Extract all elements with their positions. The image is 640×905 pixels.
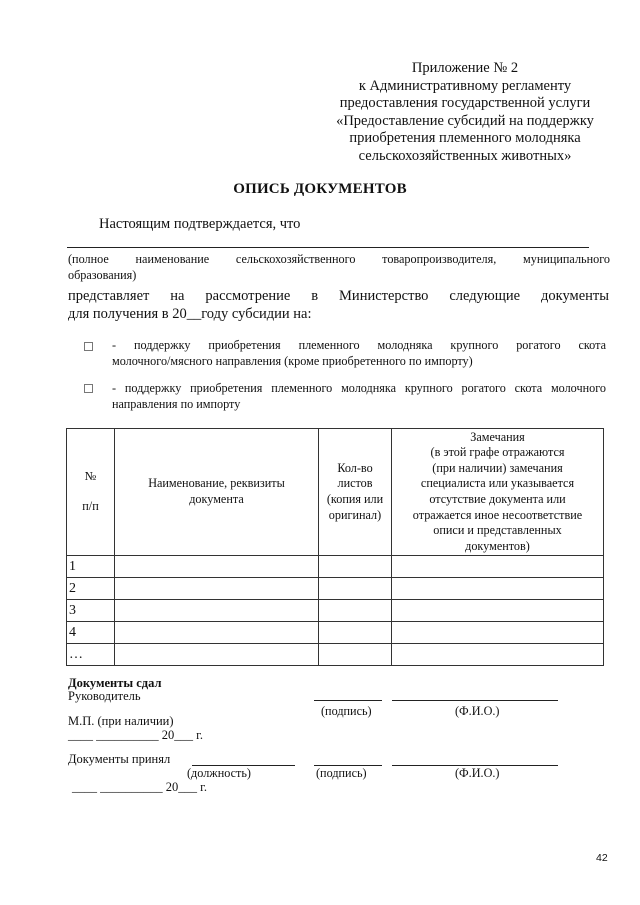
header-remarks-line: специалиста или указывается	[420, 476, 575, 491]
row-remarks-cell[interactable]	[392, 644, 604, 666]
row-remarks-cell[interactable]	[392, 600, 604, 622]
header-count-line: оригинал)	[328, 507, 382, 522]
header-count	[319, 429, 392, 556]
row-name-cell[interactable]	[115, 600, 319, 622]
header-num	[67, 429, 115, 556]
producer-hint-line1: (полное наименование сельскохозяйственного товаропроизводителя, муниципального	[68, 252, 610, 266]
header-name	[115, 429, 319, 556]
option-label-line2: молочного/мясного направления (кроме приобретенного по импорту)	[112, 354, 473, 368]
header-count-line: (копия или	[326, 492, 384, 506]
header-remarks-line: отсутствие документа или	[429, 492, 566, 506]
appendix-line: «Предоставление субсидий на поддержку	[336, 112, 594, 129]
header-remarks-line: документов)	[465, 538, 530, 553]
handed-over-title: Документы сдал	[68, 676, 162, 690]
header-remarks-line: Замечания	[470, 429, 525, 444]
header-remarks-line: описи и представленных	[433, 523, 562, 538]
row-count-cell[interactable]	[319, 622, 392, 644]
row-num: 1	[67, 556, 115, 578]
header-remarks-line: (при наличии) замечания	[432, 460, 563, 475]
header-remarks-line: отражается иное несоответствие	[412, 507, 583, 522]
row-num: 3	[67, 600, 115, 622]
signature-caption: (подпись)	[321, 704, 372, 718]
head-fio-field[interactable]	[392, 700, 558, 701]
table-row	[67, 556, 604, 578]
appendix-line: приобретения племенного молодняка	[349, 130, 581, 147]
signature-caption: (подпись)	[316, 766, 367, 780]
document-title: ОПИСЬ ДОКУМЕНТОВ	[233, 181, 407, 197]
row-name-cell[interactable]	[115, 556, 319, 578]
header-name-line: документа	[189, 492, 244, 506]
head-label: Руководитель	[68, 689, 141, 703]
accepted-label: Документы принял	[68, 752, 171, 766]
producer-hint-line2: образования)	[68, 268, 137, 282]
row-count-cell[interactable]	[319, 644, 392, 666]
appendix-line: Приложение № 2	[411, 60, 519, 76]
header-spacer	[67, 485, 114, 499]
handed-date-field[interactable]: ____ __________ 20___ г.	[68, 728, 203, 742]
header-remarks	[392, 429, 604, 556]
table-row	[67, 600, 604, 622]
header-name-line: Наименование, реквизиты	[148, 476, 285, 491]
header-count-line: Кол-во	[337, 460, 373, 475]
option-checkbox-import[interactable]	[84, 384, 93, 393]
row-count-cell[interactable]	[319, 600, 392, 622]
option-label-line2: направления по импорту	[112, 397, 241, 411]
header-count-line: листов	[337, 476, 373, 491]
header-num-line: №	[84, 469, 97, 484]
stamp-note: М.П. (при наличии)	[68, 714, 174, 728]
table-header-row	[67, 429, 604, 556]
table-row	[67, 644, 604, 666]
presents-line2: для получения в 20__году субсидии на:	[68, 306, 312, 322]
confirm-text: Настоящим подтверждается, что	[99, 216, 301, 232]
row-remarks-cell[interactable]	[392, 578, 604, 600]
appendix-line: сельскохозяйственных животных»	[358, 147, 572, 164]
option-checkbox-dairy-meat[interactable]	[84, 342, 93, 351]
row-num: 2	[67, 578, 115, 600]
table-row	[67, 622, 604, 644]
header-remarks-line: (в этой графе отражаются	[430, 445, 565, 460]
producer-name-field[interactable]	[67, 247, 589, 248]
fio-caption: (Ф.И.О.)	[455, 766, 500, 780]
row-remarks-cell[interactable]	[392, 622, 604, 644]
option-label-line1: - поддержку приобретения племенного молодняка крупного рогатого скота	[112, 338, 606, 352]
option-label-line1: - поддержку приобретения племенного молодняка крупного рогатого скота молочного	[112, 381, 606, 395]
row-count-cell[interactable]	[319, 578, 392, 600]
row-name-cell[interactable]	[115, 644, 319, 666]
documents-table	[66, 428, 604, 666]
header-num-line: п/п	[82, 499, 99, 513]
appendix-line: предоставления государственной услуги	[339, 95, 591, 112]
fio-caption: (Ф.И.О.)	[455, 704, 500, 718]
row-name-cell[interactable]	[115, 622, 319, 644]
page-number: 42	[596, 852, 608, 864]
row-num: 4	[67, 622, 115, 644]
accepted-date-field[interactable]: ____ __________ 20___ г.	[72, 780, 207, 794]
head-signature-field[interactable]	[314, 700, 382, 701]
appendix-line: к Административному регламенту	[358, 77, 572, 94]
row-name-cell[interactable]	[115, 578, 319, 600]
row-num: …	[67, 644, 115, 666]
table-row	[67, 578, 604, 600]
row-remarks-cell[interactable]	[392, 556, 604, 578]
position-caption: (должность)	[187, 766, 251, 780]
appendix-header	[330, 60, 600, 166]
presents-line1: представляет на рассмотрение в Министерство следующие документы	[68, 288, 609, 304]
row-count-cell[interactable]	[319, 556, 392, 578]
